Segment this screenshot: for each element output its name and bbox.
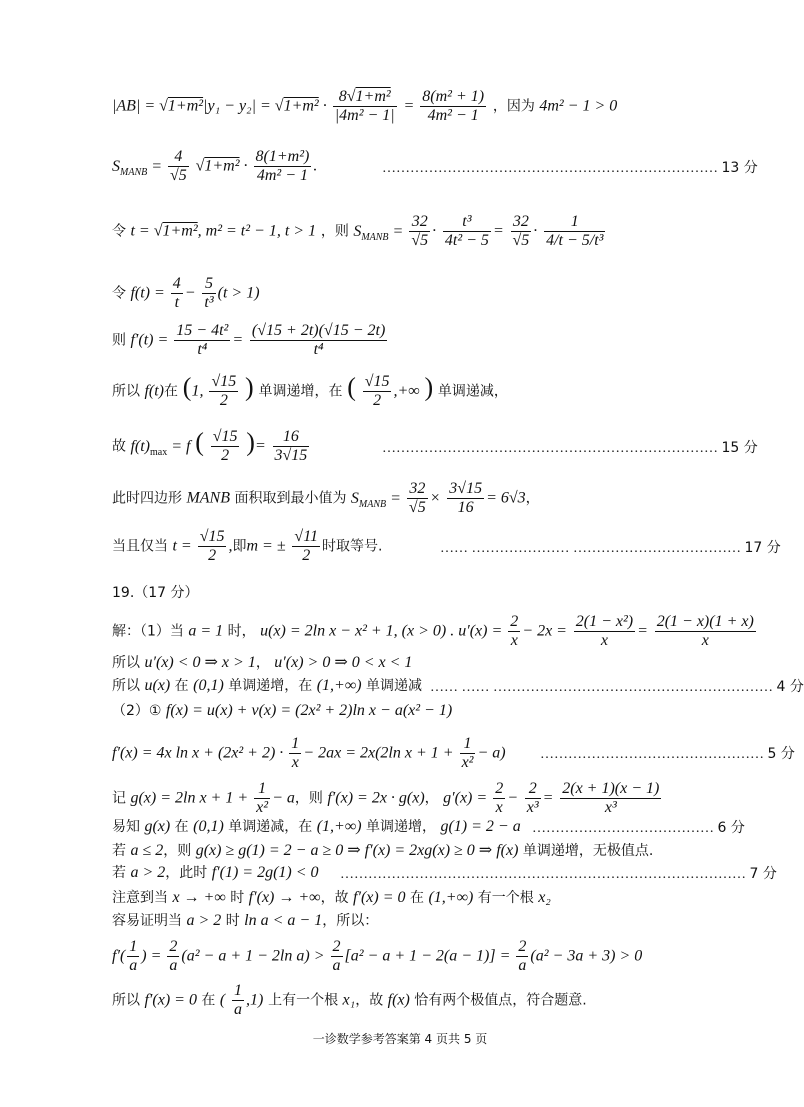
fmax-line: 故 $f(t)_{max} = f$ ( $\frac{√15}{2}$ )= $\frac{16}{3√15}$ <box>112 427 308 464</box>
q19-part1-line: 解：（1）当 a = 1 时， u(x) = 2ln x − x² + 1, (x > 0) . u′(x) = $\frac{2}{x}$ − 2x = $\frac{\text{2(1 − x²)}}{x}$ = $\frac{2(1 - x)(1 + x)}{x}$ <box>112 613 754 649</box>
ab-formula-line: |AB| = √1+m²|y₁ − y₂| = √1+m² · $\frac{\text{8√1+m²}}{\text{|4m² − 1|}}$ = $\frac{\text{8(m² + 1)}}{\text{4m² − 1}}$ ，因为 4m² − 1 > 0 <box>112 88 618 124</box>
s-manb-formula-line: $S_{MANB}$ = $\frac{4}{√5}$ √1+m² · $\frac{\text{8(1+m²)}}{\text{4m² − 1}}$ . <box>112 148 318 184</box>
monotonic-line: 所以 f(t)在 (1, $\frac{√15}{2}$ ) 单调递增，在 ( $\frac{√15}{2}$ ,+∞ ) 单调递减， <box>112 372 508 409</box>
q19-sign-line: 所以 u′(x) < 0 ⇒ x > 1， u′(x) > 0 ⇒ 0 < x < 1 <box>112 654 413 671</box>
q19-fprime-score: ………………………………………… 5 分 <box>540 746 795 762</box>
fmax-score: ……………………………………………………………… 15 分 <box>382 440 758 456</box>
q19-conclusion-line: 所以 f′(x) = 0 在 ( $\frac{1}{a}$ ,1) 上有一个根 x₁，故 f(x) 恰有两个极值点，符合题意. <box>112 982 587 1018</box>
min-area-line: 此时四边形 MANB 面积取到最小值为 $S_{MANB}$ = $\frac{32}{√5}$ × $\frac{3√15}{16}$ = 6√3， <box>112 480 540 516</box>
define-f-line: 令 f(t) = $\frac{4}{t}$ − $\frac{5}{\text{t³}}$ (t > 1) <box>112 275 260 311</box>
q19-eval-line: f′( $\frac{1}{a}$ ) = $\frac{2}{a}$ (a² − a + 1 − 2ln a) > $\frac{2}{a}$ [a² − a + 1 − 2(a − 1)] = $\frac{2}{a}$ (a² − 3a + 3) > 0 <box>112 938 643 974</box>
substitution-line: 令 t = √1+m², m² = t² − 1, t > 1 ，则 $S_{MANB}$ = $\frac{32}{√5}$ · $\frac{\text{t³}}{\text{4t² − 5}}$ = $\frac{32}{√5}$ · $\frac{1}{\text{4/t − 5/t³}}$ <box>112 213 604 249</box>
q19-mono-line: 所以 u(x) 在 (0,1) 单调递增，在 (1,+∞) 单调递减 <box>112 677 422 694</box>
f-prime-line: 则 f′(t) = $\frac{\text{15 − 4t²}}{\text{t⁴}}$ = $\frac{(√15 + 2t)(√15 - 2t)}{\text{t⁴}}$ <box>112 322 386 358</box>
equality-score: …… ………………… ……………………………… 17 分 <box>440 540 781 556</box>
q19-case2-score: …………………………………………………………………………… 7 分 <box>340 866 777 882</box>
q19-title: 19.（17 分） <box>112 585 199 601</box>
q19-mono-score: …… …… …………………………………………………… 4 分 <box>430 679 804 695</box>
q19-part2-line: （2）① f(x) = u(x) + v(x) = (2x² + 2)ln x − a(x² − 1) <box>112 702 453 719</box>
q19-fprime-line: f′(x) = 4x ln x + (2x² + 2) · $\frac{1}{x}$ − 2ax = 2x(2ln x + 1 + $\frac{1}{\text{x²}}$ − a) <box>112 735 506 771</box>
q19-g-mono-line: 易知 g(x) 在 (0,1) 单调递减，在 (1,+∞) 单调递增， g(1) = 2 − a <box>112 818 521 835</box>
q19-limit-line: 注意到当 x → +∞ 时 f′(x) → +∞，故 f′(x) = 0 在 (1,+∞) 有一个根 x₂ <box>112 889 551 906</box>
q19-g-line: 记 g(x) = 2ln x + 1 + $\frac{1}{\text{x²}}$ − a，则 f′(x) = 2x · g(x)， g′(x) = $\frac{2}{x}$ − $\frac{2}{\text{x³}}$ = $\frac{2(x + 1)(x - 1)}{\text{x³}}$ <box>112 780 660 816</box>
equality-line: 当且仅当 t = $\frac{√15}{2}$ ,即m = ± $\frac{√11}{2}$ 时取等号. <box>112 528 383 564</box>
q19-case2-line: 若 a > 2，此时 f′(1) = 2g(1) < 0 <box>112 864 319 881</box>
page-footer: 一诊数学参考答案第 4 页共 5 页 <box>312 1032 488 1046</box>
q19-case1-line: 若 a ≤ 2，则 g(x) ≥ g(1) = 2 − a ≥ 0 ⇒ f′(x) = 2xg(x) ≥ 0 ⇒ f(x) 单调递增，无极值点. <box>112 842 654 859</box>
q19-g-mono-score: ………………………………… 6 分 <box>532 820 745 836</box>
s-manb-score: ……………………………………………………………… 13 分 <box>382 160 758 176</box>
q19-lemma-line: 容易证明当 a > 2 时 ln a < a − 1，所以： <box>112 912 379 929</box>
